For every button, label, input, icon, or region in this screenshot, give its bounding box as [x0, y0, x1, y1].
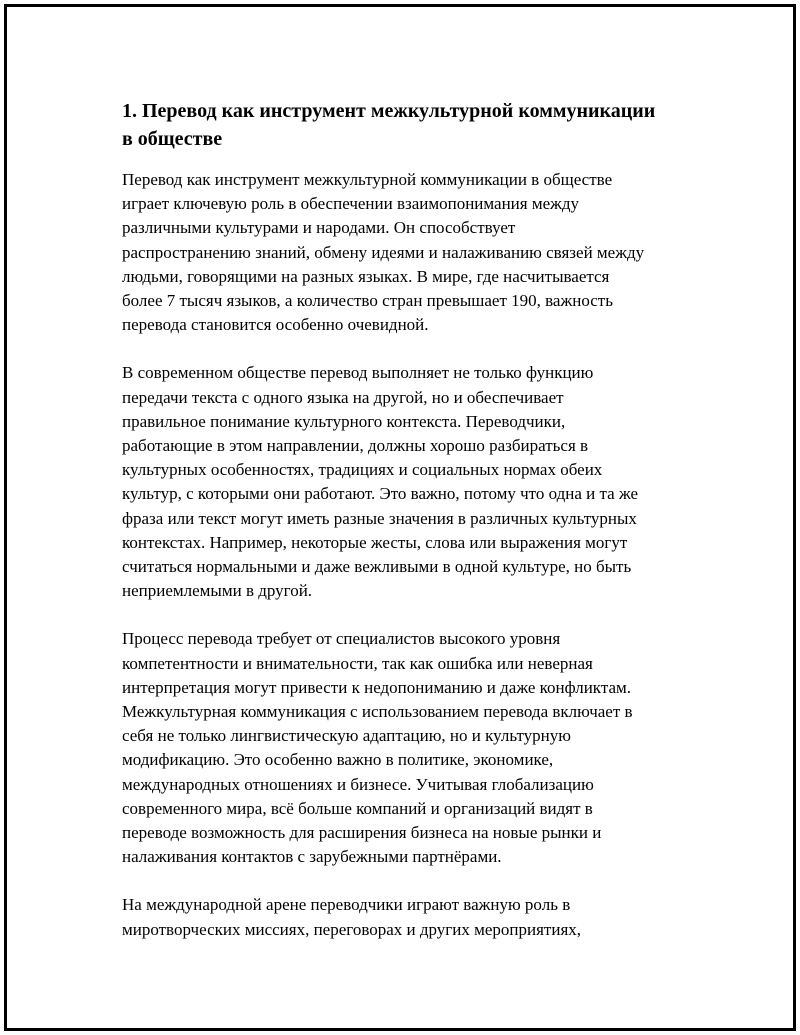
text-line: распространению знаний, обмену идеями и налаживанию связей между [122, 242, 645, 262]
heading-line: 1. Перевод как инструмент межкультурной коммуникации [122, 100, 656, 122]
text-line: налаживания контактов с зарубежными партнёрами. [122, 847, 502, 867]
text-line: Процесс перевода требует от специалистов высокого уровня [122, 629, 561, 649]
text-line: Перевод как инструмент межкультурной коммуникации в обществе [122, 170, 613, 189]
text-line: различными культурами и народами. Он способствует [122, 218, 516, 238]
text-line: интерпретация могут привести к недопониманию и даже конфликтам. [122, 677, 632, 697]
text-line: работающие в этом направлении, должны хорошо разбираться в [122, 436, 589, 456]
text-line: международных отношениях и бизнесе. Учитывая глобализацию [122, 774, 594, 794]
text-line: контекстах. Например, некоторые жесты, слова или выражения могут [122, 532, 628, 552]
text-line: неприемлемыми в другой. [122, 581, 313, 601]
text-line: считаться нормальными и даже вежливыми в одной культуре, но быть [122, 557, 632, 577]
text-line: компетентности и внимательности, так как ошибка или неверная [122, 653, 593, 673]
text-line: передачи текста с одного языка на другой, но и обеспечивает [122, 387, 564, 407]
text-line: правильное понимание культурного контекста. Переводчики, [122, 411, 566, 431]
document-body [122, 97, 702, 966]
text-line: Межкультурная коммуникация с использованием перевода включает в [122, 702, 633, 722]
text-line: фраза или текст могут иметь разные значения в различных культурных [122, 508, 637, 528]
text-line: модификацию. Это особенно важно в политике, экономике, [122, 750, 554, 770]
text-line: более 7 тысяч языков, а количество стран превышает 190, важность [122, 291, 613, 311]
text-line: В современном обществе перевод выполняет не только функцию [122, 363, 594, 383]
section-heading [122, 97, 702, 153]
text-line: миротворческих миссиях, переговорах и других мероприятиях, [122, 919, 582, 939]
text-line: переводе возможность для расширения бизнеса на новые рынки и [122, 823, 602, 843]
paragraph-1 [122, 168, 702, 337]
paragraph-2 [122, 361, 702, 603]
text-line: себя не только лингвистическую адаптацию, но и культурную [122, 726, 571, 746]
paragraph-3 [122, 627, 702, 869]
page-frame [4, 4, 796, 1031]
text-line: На международной арене переводчики играют важную роль в [122, 895, 571, 915]
text-line: перевода становится особенно очевидной. [122, 315, 429, 335]
text-line: играет ключевую роль в обеспечении взаимопонимания между [122, 194, 580, 214]
text-line: культур, с которыми они работают. Это важно, потому что одна и та же [122, 484, 639, 504]
heading-line: в обществе [122, 128, 223, 150]
text-line: культурных особенностях, традициях и социальных нормах обеих [122, 460, 603, 480]
text-line: людьми, говорящими на разных языках. В мире, где насчитывается [122, 266, 610, 286]
paragraph-4 [122, 893, 702, 941]
text-line: современного мира, всё больше компаний и организаций видят в [122, 798, 593, 818]
